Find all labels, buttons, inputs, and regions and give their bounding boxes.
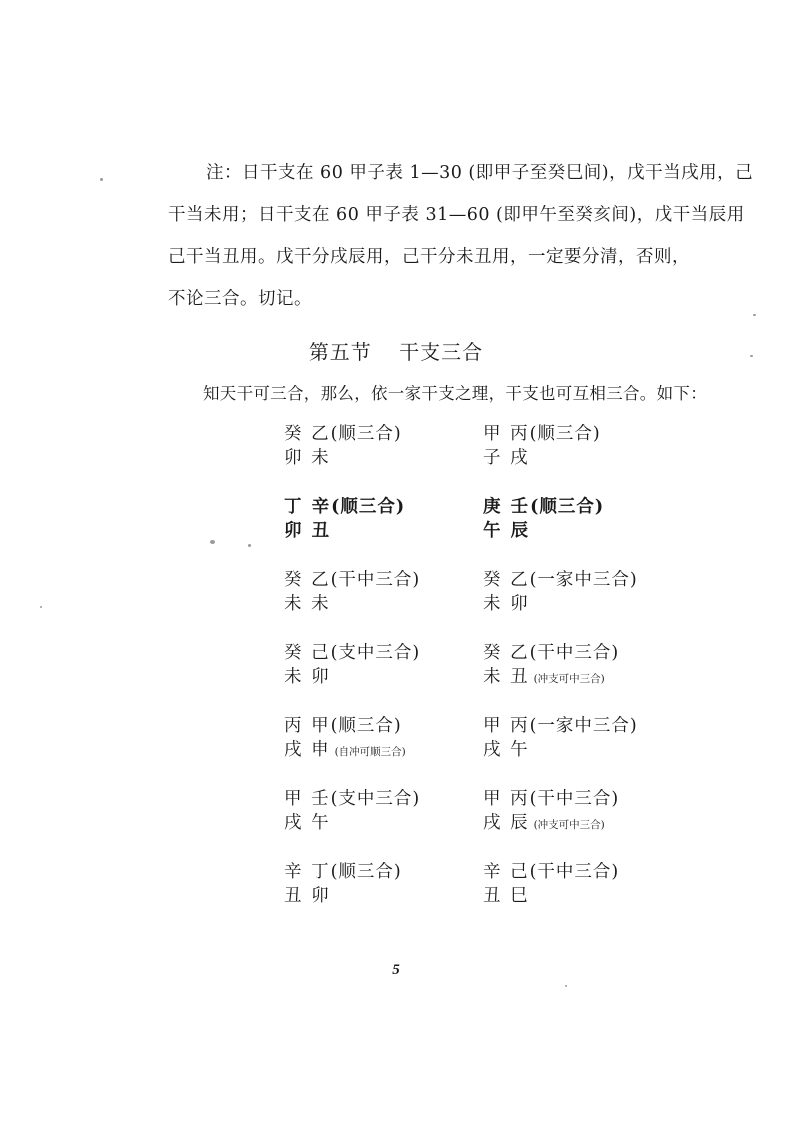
relation: (干中三合): [330, 570, 421, 590]
branches: 卯 未: [284, 448, 331, 468]
branches: 卯 丑: [284, 521, 332, 541]
pairs-list: [284, 422, 704, 933]
scan-speck: [565, 985, 567, 987]
combination-entry: [284, 787, 484, 837]
relation: (顺三合): [330, 716, 402, 736]
combination-entry: [483, 568, 683, 618]
combination-entry: [483, 641, 683, 691]
branches: 未 卯: [284, 667, 331, 687]
note-line-4: 不论三合。切记。: [168, 289, 312, 309]
branches: 未 卯: [483, 594, 530, 614]
scan-speck: [753, 314, 756, 316]
relation: (干中三合): [529, 643, 620, 663]
stems: 甲 丙: [483, 716, 530, 736]
note-line-2: 干当未用；日干支在 60 甲子表 31—60 (即甲午至癸亥间)，戊干当辰用: [168, 205, 745, 225]
stems: 癸 乙: [284, 570, 331, 590]
scan-speck: [100, 178, 103, 181]
stems: 甲 丙: [483, 424, 530, 444]
pair-row: [284, 787, 704, 860]
branches: 戌 辰: [483, 813, 530, 833]
pair-row: [284, 568, 704, 641]
stems: 辛 丁: [284, 862, 331, 882]
combination-entry: [284, 714, 484, 764]
scan-speck: [248, 544, 251, 547]
branch-note: (冲支可中三合): [533, 819, 605, 831]
section-heading: [0, 336, 792, 365]
relation: (顺三合): [530, 497, 605, 517]
branches: 戌 午: [284, 813, 331, 833]
branches: 丑 巳: [483, 886, 530, 906]
scan-speck: [40, 606, 42, 608]
note-line-3: 己干当丑用。戊干分戌辰用，己干分未丑用，一定要分清，否则，: [168, 247, 690, 267]
scan-speck: [210, 540, 215, 544]
stems: 丁 辛: [284, 497, 332, 517]
pair-row: [284, 495, 704, 568]
relation: (一家中三合): [529, 716, 638, 736]
page-number: 5: [392, 962, 400, 978]
stems: 癸 乙: [284, 424, 331, 444]
section-number: 第五节: [308, 340, 372, 364]
stems: 丙 甲: [284, 716, 331, 736]
note-line-1: 注：日干支在 60 甲子表 1—30 (即甲子至癸巳间)，戊干当戌用，己: [206, 163, 754, 183]
pair-row: [284, 422, 704, 495]
note-paragraph: [168, 152, 754, 320]
relation: (干中三合): [529, 789, 620, 809]
branches: 戌 午: [483, 740, 530, 760]
stems: 癸 己: [284, 643, 331, 663]
branches: 子 戌: [483, 448, 530, 468]
relation: (一家中三合): [529, 570, 638, 590]
combination-entry: [284, 641, 484, 691]
branches: 未 未: [284, 594, 331, 614]
combination-entry: [284, 495, 484, 545]
pair-row: [284, 714, 704, 787]
combination-entry: [483, 860, 683, 910]
branches: 戌 申: [284, 740, 331, 760]
combination-entry: [483, 422, 683, 472]
relation: (支中三合): [330, 789, 421, 809]
branches: 午 辰: [483, 521, 531, 541]
combination-entry: [284, 860, 484, 910]
pair-row: [284, 860, 704, 933]
intro-sentence: 知天干可三合，那么，依一家干支之理，干支也可互相三合。如下：: [203, 384, 707, 403]
relation: (干中三合): [529, 862, 620, 882]
relation: (顺三合): [529, 424, 601, 444]
stems: 癸 乙: [483, 570, 530, 590]
branch-note: (冲支可中三合): [533, 673, 605, 685]
combination-entry: [483, 495, 683, 545]
branches: 丑 卯: [284, 886, 331, 906]
stems: 甲 壬: [284, 789, 331, 809]
stems: 甲 丙: [483, 789, 530, 809]
stems: 庚 壬: [483, 497, 531, 517]
combination-entry: [284, 568, 484, 618]
combination-entry: [284, 422, 484, 472]
stems: 辛 己: [483, 862, 530, 882]
stems: 癸 乙: [483, 643, 530, 663]
branch-note: (自冲可顺三合): [334, 746, 406, 758]
relation: (顺三合): [330, 862, 402, 882]
section-title: 干支三合: [399, 340, 484, 364]
pair-row: [284, 641, 704, 714]
relation: (顺三合): [330, 424, 402, 444]
branches: 未 丑: [483, 667, 530, 687]
combination-entry: [483, 787, 683, 837]
relation: (支中三合): [330, 643, 421, 663]
relation: (顺三合): [331, 497, 406, 517]
combination-entry: [483, 714, 683, 764]
